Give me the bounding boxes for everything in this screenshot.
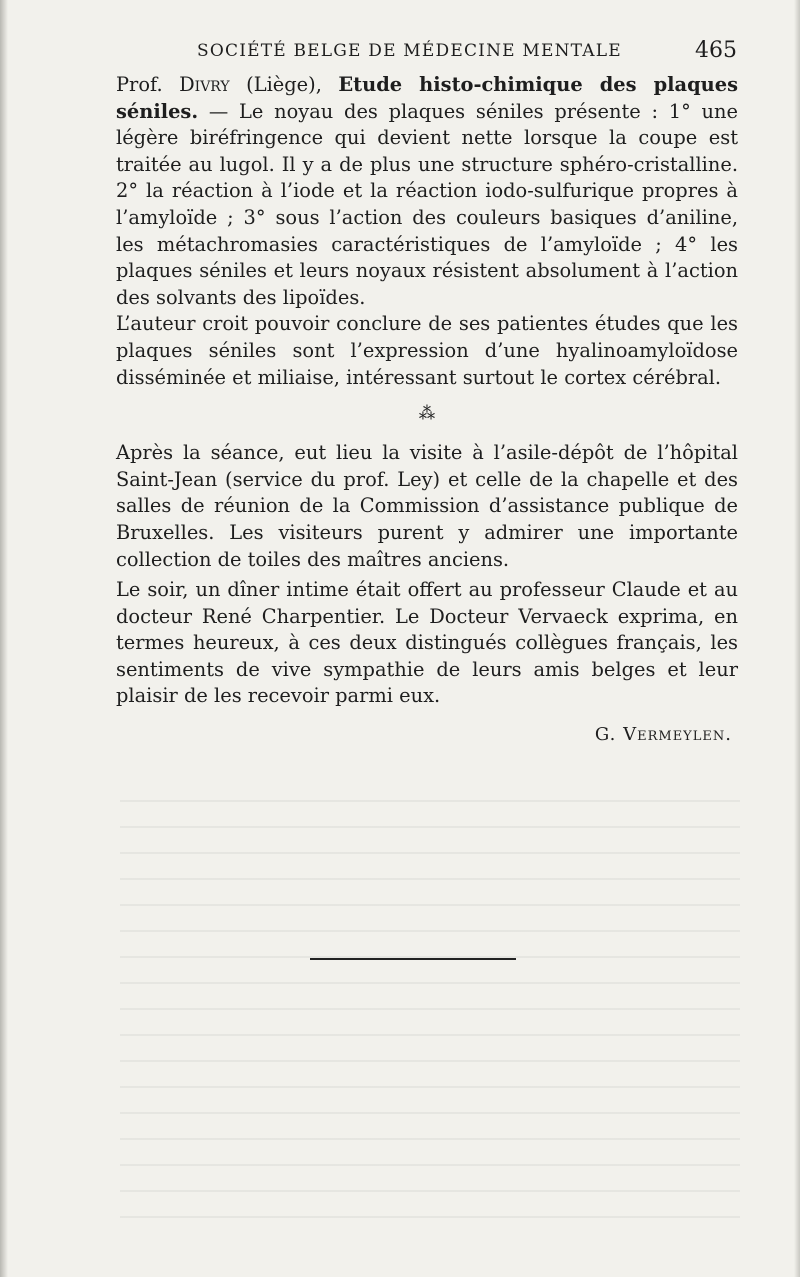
show-through-texture (120, 800, 740, 1230)
entry-title: Etude histo-chimique des plaques séniles. (116, 73, 738, 123)
entry-author-place: (Liège), (246, 73, 322, 96)
running-head: SOCIÉTÉ BELGE DE MÉDECINE MENTALE (197, 41, 622, 61)
page-header (197, 38, 737, 66)
page-body (116, 72, 738, 749)
report-paragraph-visit: Après la séance, eut lieu la visite à l’asile-dépôt de l’hôpital Saint-Jean (service du prof. Ley) et celle de la chapelle et des salles de réunion de la Commission d’assistance publique de Bruxelles. Les visiteurs purent y admirer une importante collection de toiles des maîtres anciens. (116, 441, 738, 571)
entry-conclusion: L’auteur croit pouvoir conclure de ses patientes études que les plaques séniles sont l’expression d’une hyalinoamyloïdose disséminée et miliaise, intéressant surtout le cortex cérébral. (116, 312, 738, 389)
entry-abstract: — Le noyau des plaques séniles présente : 1° une légère biréfringence qui devient nette lorsque la coupe est traitée au lugol. Il y a de plus une structure sphéro-cristalline. 2° la réaction à l’iode et la réaction iodo-sulfurique propres à l’amyloïde ; 3° sous l’action des couleurs basiques d’aniline, les métachromasies caractéristiques de l’amyloïde ; 4° les plaques séniles et leurs noyaux résistent absolument à l’action des solvants des lipoïdes. (116, 99, 738, 309)
signature (116, 722, 738, 749)
entry-paragraph (116, 72, 738, 311)
entry-author: Divry (179, 73, 230, 96)
section-asterism (116, 404, 738, 424)
signature-surname: Vermeylen. (623, 724, 732, 746)
page-number: 465 (695, 38, 737, 63)
report-paragraph-dinner: Le soir, un dîner intime était offert au professeur Claude et au docteur René Charpentier. Le Docteur Vervaeck exprima, en termes heureux, à ces deux distingués collègues français, les sentiments de vive sympathie de leurs amis belges et leur plaisir de les recevoir parmi eux. (116, 578, 738, 708)
entry-prefix: Prof. (116, 73, 163, 96)
asterism-glyph: ⁂ (418, 403, 436, 425)
signature-initial: G. (594, 724, 617, 746)
